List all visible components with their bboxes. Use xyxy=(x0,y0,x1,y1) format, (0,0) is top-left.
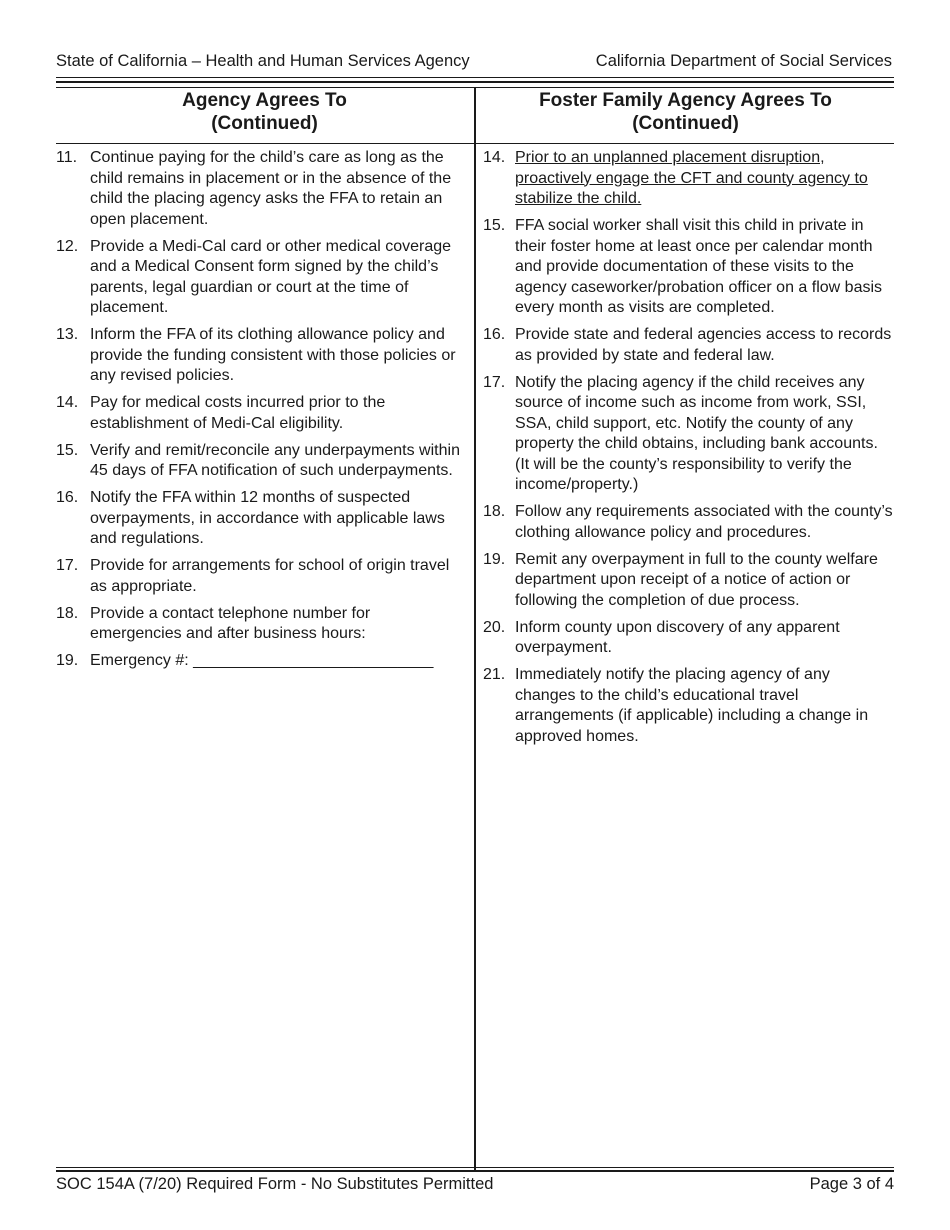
item-text: Prior to an unplanned placement disruption, proactively engage the CFT and county agency to stabilize the child. xyxy=(515,149,868,207)
header-department: California Department of Social Services xyxy=(595,52,892,70)
page-number: Page 3 of 4 xyxy=(809,1175,894,1193)
item-text: Provide for arrangements for school of origin travel as appropriate. xyxy=(90,557,450,595)
agency-title-line2: (Continued) xyxy=(211,113,318,134)
list-item xyxy=(56,325,466,387)
item-text: Notify the FFA within 12 months of suspected overpayments, in accordance with applicable laws and regulations. xyxy=(90,489,445,547)
header-rule-top xyxy=(56,77,894,78)
list-item xyxy=(483,665,893,747)
item-number: 19. xyxy=(56,652,79,669)
item-number: 18. xyxy=(483,503,506,520)
item-number: 21. xyxy=(483,666,506,683)
item-number: 13. xyxy=(56,326,79,343)
item-text: Provide state and federal agencies access to records as provided by state and federal law. xyxy=(515,326,892,364)
item-text: Pay for medical costs incurred prior to the establishment of Medi-Cal eligibility. xyxy=(90,394,386,432)
emergency-number-field[interactable] xyxy=(56,651,466,672)
item-number: 18. xyxy=(56,604,79,622)
item-text: Continue paying for the child’s care as long as the child remains in placement or in the absence of the child the placing agency asks the FFA to retain an open placement. xyxy=(90,149,452,228)
ffa-title-line1: Foster Family Agency Agrees To xyxy=(539,90,832,111)
list-item xyxy=(56,237,466,319)
list-item xyxy=(56,393,466,434)
item-text: Inform the FFA of its clothing allowance policy and provide the funding consistent with those policies or any revised policies. xyxy=(90,326,456,384)
list-item xyxy=(56,148,466,230)
ffa-items-list xyxy=(483,148,893,754)
list-item xyxy=(56,604,466,645)
item-number: 20. xyxy=(483,618,506,636)
footer-rule-top xyxy=(56,1167,894,1168)
list-item xyxy=(56,488,466,550)
list-item xyxy=(483,325,893,366)
ffa-title-line2: (Continued) xyxy=(632,113,739,134)
emergency-number-line[interactable]: Emergency #: ___________________________ xyxy=(90,652,434,669)
agency-items-list xyxy=(56,148,466,678)
item-text: Provide a Medi-Cal card or other medical coverage and a Medical Consent form signed by the child’s parents, legal guardian or court at the time of placement. xyxy=(90,237,452,316)
list-item xyxy=(56,556,466,597)
page-header xyxy=(56,50,892,74)
item-number: 11. xyxy=(56,149,78,166)
item-text: Provide a contact telephone number for emergencies and after business hours: xyxy=(90,604,371,642)
item-number: 12. xyxy=(56,237,79,255)
item-text: FFA social worker shall visit this child in private in their foster home at least once per calendar month and provide documentation of these visits to the agency caseworker/probation officer on a flow basis every month as visits are completed. xyxy=(515,217,883,316)
footer-rule-bottom xyxy=(56,1170,894,1172)
header-agency: State of California – Health and Human Services Agency xyxy=(56,52,470,70)
agency-title-line1: Agency Agrees To xyxy=(182,90,347,111)
item-number: 14. xyxy=(483,149,506,166)
item-text: Immediately notify the placing agency of any changes to the child’s educational travel arrangements (if applicable) including a change in approved homes. xyxy=(515,666,869,745)
item-number: 16. xyxy=(483,326,506,343)
agency-column-title xyxy=(56,89,473,141)
item-text: Verify and remit/reconcile any underpayments within 45 days of FFA notification of such underpayments. xyxy=(90,441,460,479)
list-item xyxy=(483,550,893,612)
column-divider xyxy=(474,88,476,1170)
item-text: Inform county upon discovery of any apparent overpayment. xyxy=(515,618,840,656)
item-number: 15. xyxy=(483,217,506,234)
list-item xyxy=(483,373,893,496)
ffa-column-title xyxy=(477,89,894,141)
header-rule-double xyxy=(56,81,894,83)
item-text: Remit any overpayment in full to the county welfare department upon receipt of a notice of action or following the completion of due process. xyxy=(515,550,878,609)
item-number: 19. xyxy=(483,550,506,568)
item-number: 17. xyxy=(483,373,506,391)
list-item xyxy=(483,216,893,319)
item-number: 15. xyxy=(56,441,79,459)
list-item xyxy=(483,618,893,659)
item-number: 17. xyxy=(56,557,79,574)
item-number: 16. xyxy=(56,489,79,506)
item-text: Notify the placing agency if the child receives any source of income such as income from work, SSI, SSA, child support, etc. Notify the county of any property the child obtains, including bank accounts. (It will be the county’s responsibility to verify the income/property.) xyxy=(515,373,878,493)
item-text: Follow any requirements associated with the county’s clothing allowance policy and procedures. xyxy=(515,503,893,541)
list-item xyxy=(56,441,466,482)
list-item xyxy=(483,502,893,543)
item-number: 14. xyxy=(56,394,79,411)
form-number: SOC 154A (7/20) Required Form - No Substitutes Permitted xyxy=(56,1175,494,1193)
list-item xyxy=(483,148,893,210)
